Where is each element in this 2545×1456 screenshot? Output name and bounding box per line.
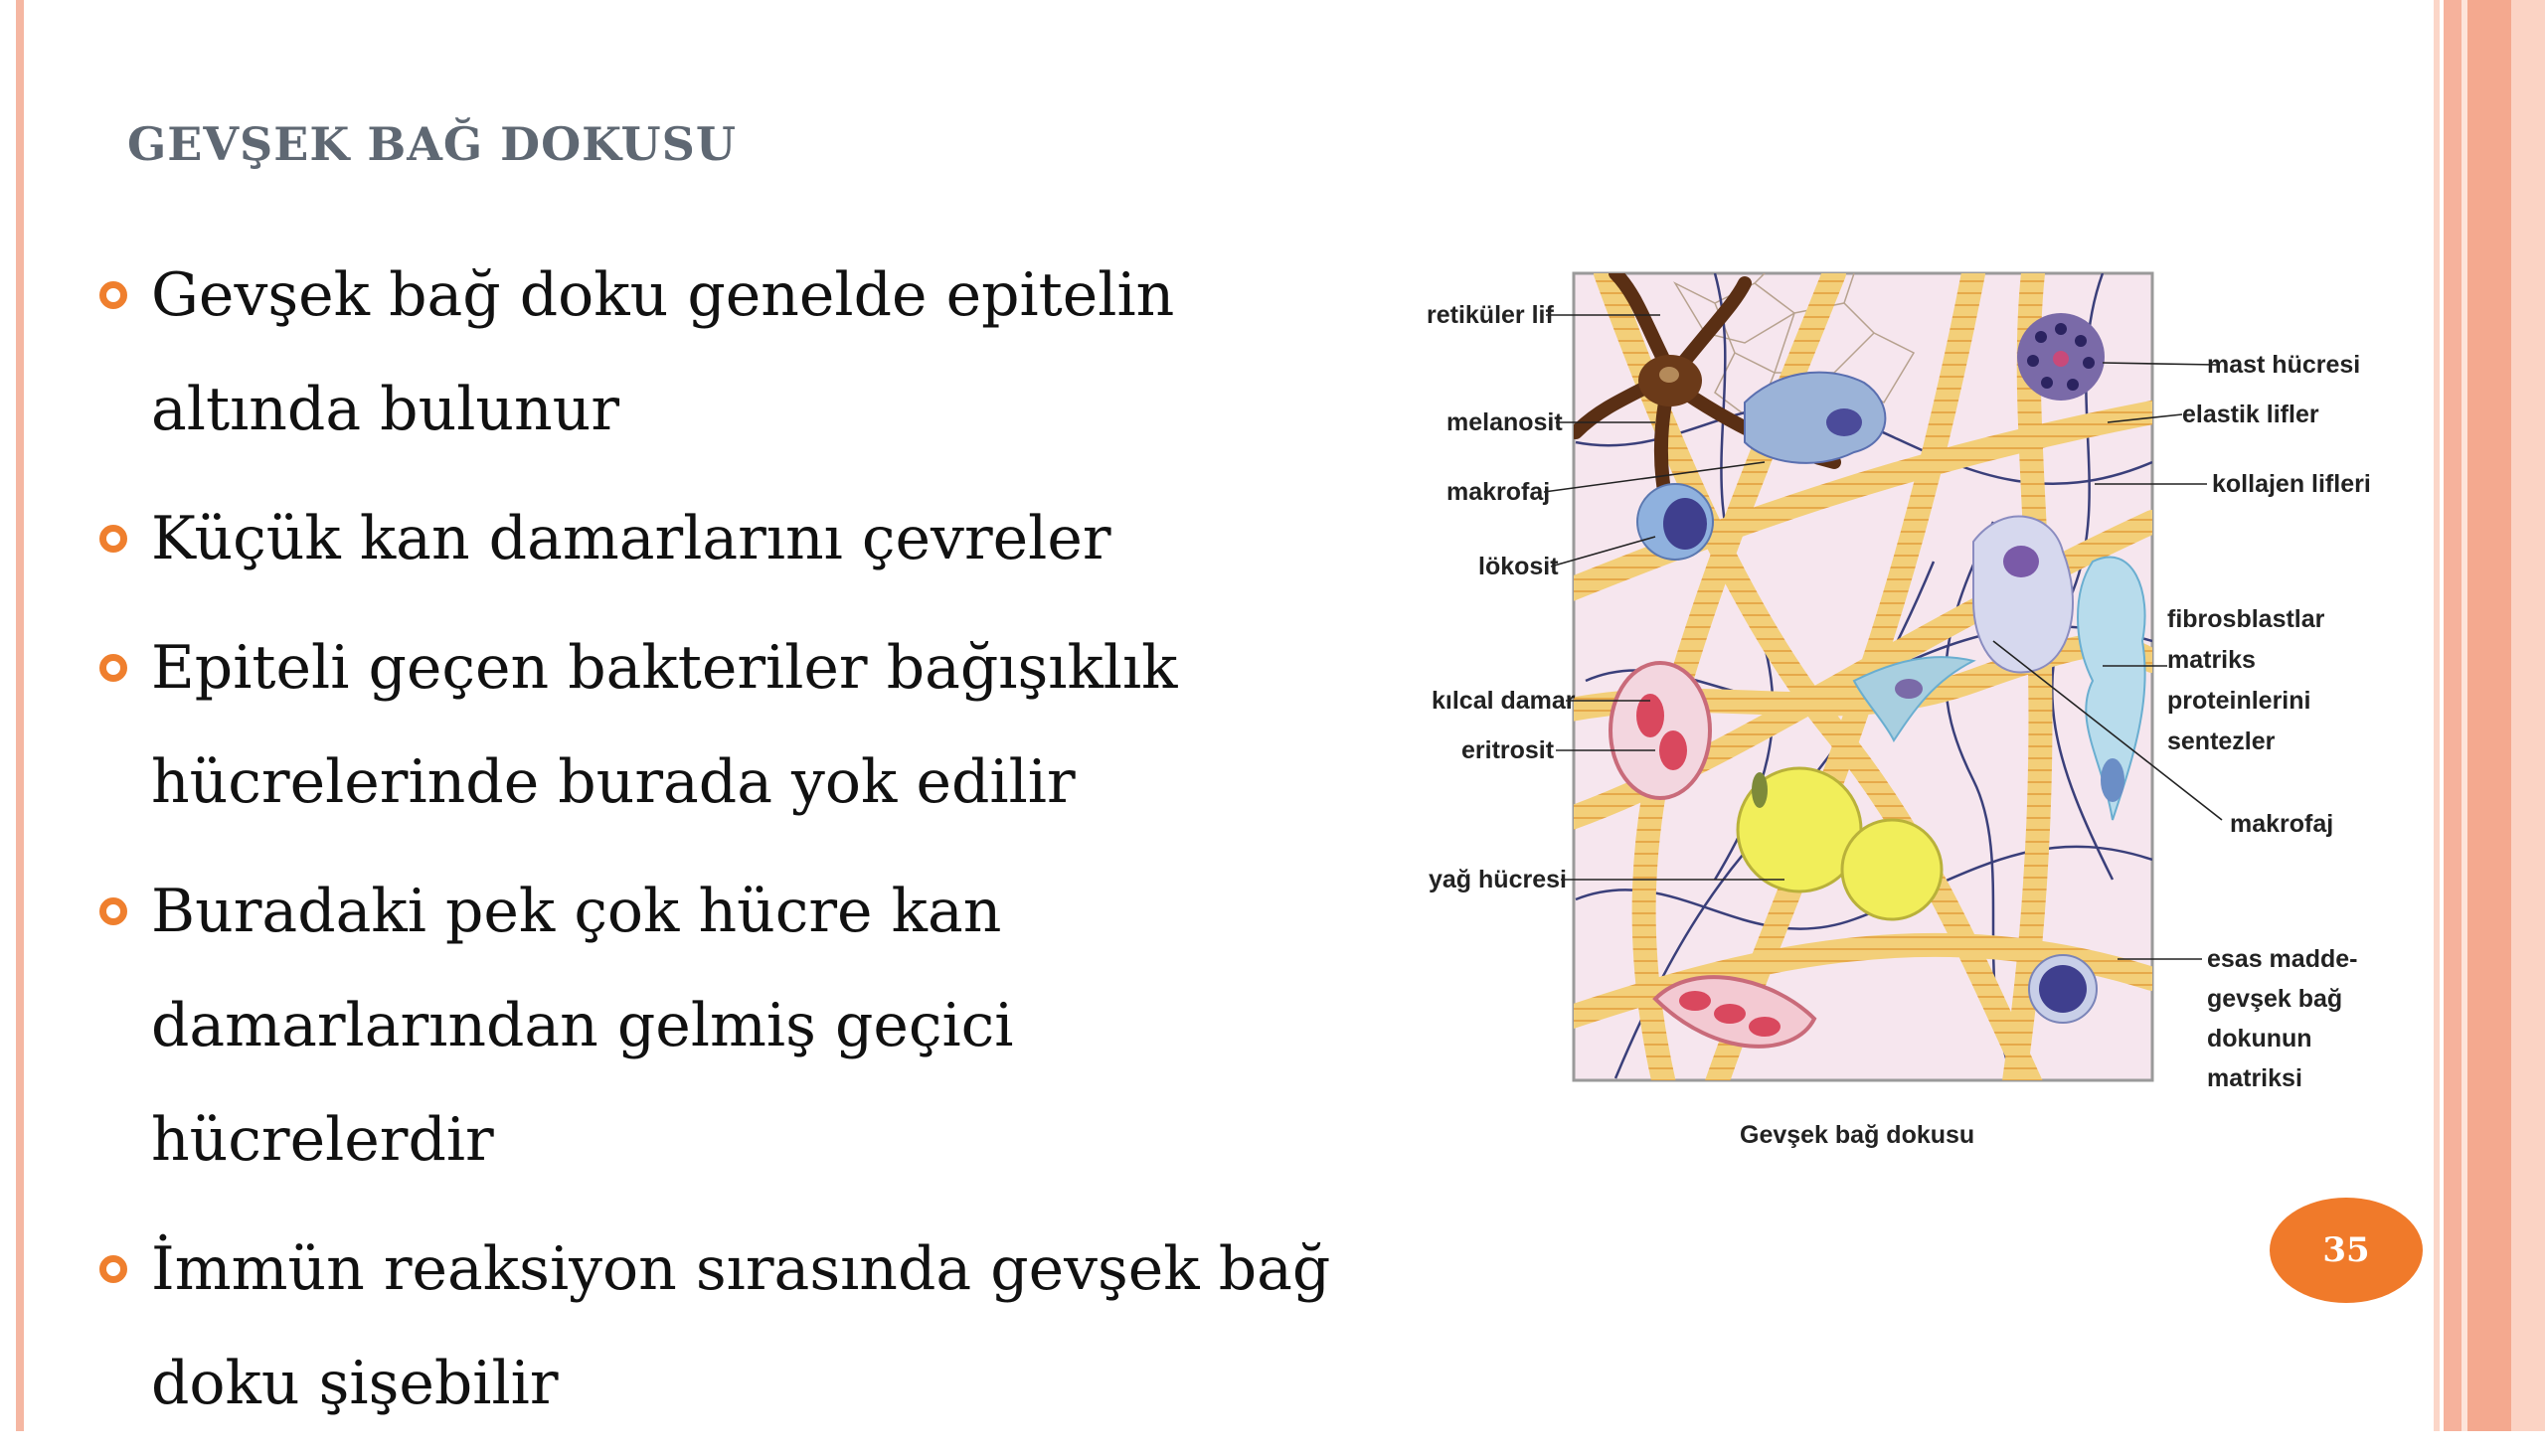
left-frame-border (16, 0, 24, 1431)
label-capillary: kılcal damar (1432, 687, 1576, 715)
slide-title: GEVŞEK BAĞ DOKUSU (127, 117, 737, 171)
label-ground-substance-line2: gevşek bağ (2207, 985, 2343, 1013)
bullet-item (91, 855, 1374, 1198)
bullet-item (91, 482, 1374, 596)
loose-connective-tissue-diagram (1417, 263, 2371, 1158)
label-mast-cell: mast hücresi (2207, 351, 2361, 379)
label-ground-substance-line4: matriksi (2207, 1064, 2302, 1092)
bullet-text: İmmün reaksiyon sırasında gevşek bağ doku şişebilir (151, 1234, 1331, 1418)
bullet-item (91, 239, 1374, 467)
macrophage-top (1745, 373, 1885, 463)
bullet-ring-icon (99, 1255, 127, 1283)
label-fibroblast-line3: proteinlerini (2167, 687, 2311, 715)
bullet-text: Buradaki pek çok hücre kan damarlarından gelmiş geçici hücrelerdir (151, 877, 1014, 1175)
label-macrophage-left: makrofaj (1446, 478, 1551, 506)
label-ground-substance-line3: dokunun (2207, 1025, 2312, 1052)
label-fat-cell: yağ hücresi (1429, 866, 1567, 893)
label-reticular-fiber: retiküler lif (1427, 301, 1554, 329)
label-erythrocyte: eritrosit (1461, 736, 1555, 764)
bullet-text: Küçük kan damarlarını çevreler (151, 504, 1111, 573)
mast-cell (2017, 313, 2105, 401)
bullet-ring-icon (99, 281, 127, 309)
leukocyte (1637, 484, 1713, 560)
page-number-badge: 35 (2270, 1198, 2423, 1303)
label-collagen-fibers: kollajen lifleri (2212, 470, 2371, 498)
figure-caption: Gevşek bağ dokusu (1740, 1121, 1975, 1149)
bullet-text: Epiteli geçen bakteriler bağışıklık hücrelerinde burada yok edilir (151, 633, 1178, 817)
label-melanocyte: melanosit (1446, 408, 1563, 436)
bullet-item (91, 1213, 1374, 1441)
macrophage-right (1973, 517, 2073, 673)
bullet-item (91, 611, 1374, 840)
label-fibroblast-line4: sentezler (2167, 728, 2276, 755)
right-frame-stripes (2434, 0, 2545, 1431)
bullet-text: Gevşek bağ doku genelde epitelin altında bulunur (151, 260, 1175, 444)
label-ground-substance-line1: esas madde- (2207, 945, 2358, 973)
capillary (1611, 663, 1710, 798)
label-fibroblast-line2: matriks (2167, 646, 2256, 674)
label-leukocyte: lökosit (1478, 553, 1559, 580)
label-elastic-fibers: elastik lifler (2182, 401, 2319, 428)
label-macrophage-right: makrofaj (2230, 810, 2334, 838)
bullet-list (91, 239, 1374, 1456)
bullet-ring-icon (99, 525, 127, 553)
bullet-ring-icon (99, 897, 127, 925)
bullet-ring-icon (99, 654, 127, 682)
label-fibroblast-line1: fibrosblastlar (2167, 605, 2325, 633)
lymphocyte (2029, 955, 2097, 1023)
tissue-panel (1566, 263, 2152, 1088)
